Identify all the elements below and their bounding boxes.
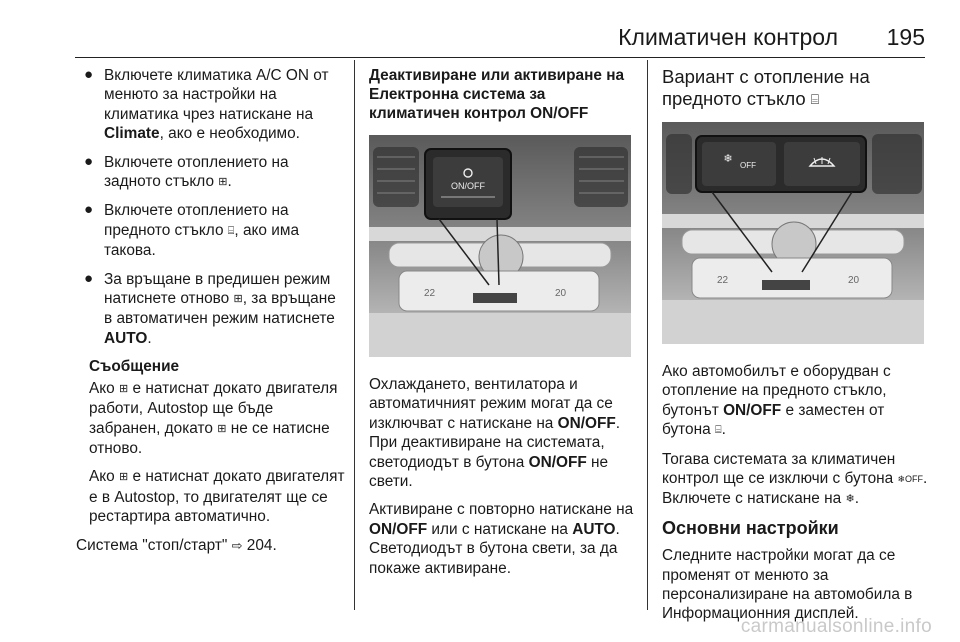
button-label: OFF (740, 161, 756, 170)
note-block (76, 357, 348, 526)
svg-text:❄: ❄ (723, 152, 733, 165)
button-label: ON/OFF (451, 181, 485, 191)
paragraph: Активиране с повторно натискане на ON/OFF или с натискане на AUTO. Светодиодът в бутона свети, за да покаже активиране. (369, 501, 634, 577)
column-1 (76, 66, 348, 564)
paragraph: Следните настройки могат да се променят от менюто за персонализиране на автомобила в Информационния дисплей. (662, 547, 913, 623)
paragraph: Ако автомобилът е оборудван с отопление на предното стъкло, бутонът ON/OFF е заместен от бутона ⌸. (662, 362, 930, 441)
page-header (0, 14, 960, 54)
rear-window-heat-icon: ⊞ (217, 422, 227, 435)
column-divider-2 (647, 60, 648, 610)
windscreen-heat-icon: ⌸ (810, 91, 820, 107)
rear-window-heat-icon: ⊞ (119, 471, 129, 484)
arrow-right-icon: ⇨ (231, 537, 243, 553)
note-paragraph: Ако ⊞ е натиснат докато двигателят е в Autostop, то двигателят ще се рестартира автоматично. (89, 468, 345, 526)
section-heading: Вариант с отопление на предното стъкло ⌸ (662, 66, 870, 109)
note-heading: Съобщение (89, 358, 180, 376)
column-2 (369, 66, 637, 587)
fan-icon: ❄ (845, 493, 855, 506)
watermark: carmanualsonline.info (740, 616, 932, 637)
note-paragraph: Ако ⊞ е натиснат докато двигателя работи, Autostop ще бъде забранен, докато ⊞ не се натисне отново. (89, 379, 338, 457)
svg-text:20: 20 (848, 275, 860, 286)
rear-window-heat-icon: ⊞ (218, 176, 228, 189)
chapter-title: Климатичен контрол (618, 24, 838, 50)
svg-text:20: 20 (555, 288, 567, 299)
windscreen-heat-icon: ⌸ (714, 424, 722, 437)
svg-text:22: 22 (717, 275, 729, 286)
paragraph: Охлаждането, вентилатора и автоматичният режим могат да се изключват с натискане на ON/OFF. При деактивиране на системата, светодиодът в бутона ON/OFF не свети. (369, 376, 621, 491)
rear-window-heat-icon: ⊞ (119, 382, 129, 395)
svg-text:22: 22 (424, 288, 436, 299)
windscreen-heat-icon: ⌸ (227, 224, 235, 237)
windscreen-button-photo (662, 122, 924, 344)
header-rule (75, 57, 925, 58)
rear-window-heat-icon: ⊞ (233, 293, 243, 306)
section-heading: Деактивиране или активиране на Електронна система за климатичен контрол ON/OFF (369, 67, 625, 122)
fan-off-icon: ❄OFF (897, 474, 924, 485)
onoff-button-photo (369, 135, 631, 357)
list-item: ● Включете отоплението на предното стъкло ⌸, ако има такова. (84, 201, 299, 260)
list-item: ● Включете отоплението на задното стъкло ⊞. (76, 153, 348, 193)
column-divider-1 (354, 60, 355, 610)
paragraph: Тогава системата за климатичен контрол ще се изключи с бутона ❄OFF. Включете с натискане на ❄. (662, 450, 930, 510)
list-item: ● За връщане в предишен режим натиснете отново ⊞, за връщане в автоматичен режим натиснете AUTO. (84, 269, 336, 347)
list-item: ● Включете климатика A/C ON от менюто за настройки на климатика чрез натискане на Climate, ако е необходимо. (84, 66, 329, 143)
section-heading: Основни настройки (662, 517, 839, 538)
cross-reference[interactable]: Система "стоп/старт" ⇨ 204. (76, 536, 277, 554)
column-3 (662, 66, 930, 633)
page-number: 195 (886, 24, 925, 50)
